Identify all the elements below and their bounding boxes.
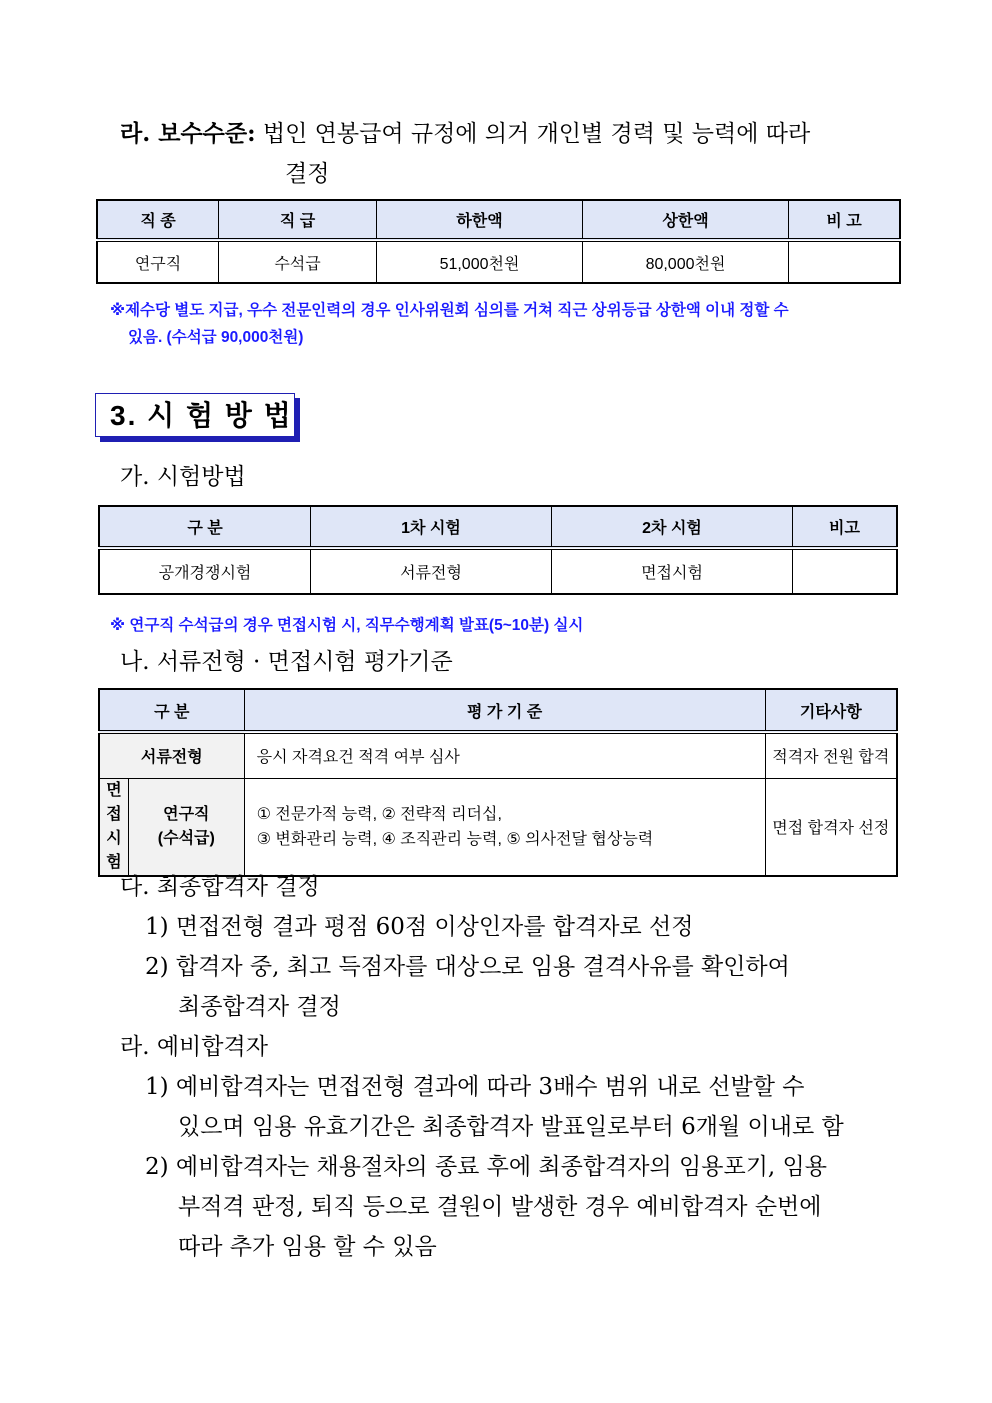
section-title: 3. 시 험 방 법 [110,400,293,431]
subsection-c-title: 다. 최종합격자 결정 [120,874,320,900]
criteria-line2: ③ 변화관리 능력, ④ 조직관리 능력, ⑤ 의사전달 협상능력 [256,830,654,848]
cell-job-grade: 수석급 [219,240,377,283]
col-first-exam: 1차 시험 [311,506,552,548]
subsection-a-title: 가. 시험방법 [120,464,246,490]
interview-label-line1: 면접 [106,781,122,823]
final-item-1: 1) 면접전형 결과 평점 60점 이상인자를 합격자로 선정 [145,914,694,940]
cell-criteria: 응시 자격요건 적격 여부 심사 [244,732,765,778]
evaluation-criteria-table [98,688,898,877]
salary-note-line1: ※제수당 별도 지급, 우수 전문인력의 경우 인사위원회 심의를 거쳐 직근 상위등급 상한액 이내 정할 수 [110,302,789,319]
cell-category: 공개경쟁시험 [99,548,311,594]
reserve-item-2: 2) 예비합격자는 채용절차의 종료 후에 최종합격자의 임용포기, 임용 [145,1154,827,1180]
reserve-item-1-cont: 있으며 임용 유효기간은 최종합격자 발표일로부터 6개월 이내로 함 [178,1114,844,1140]
cell-remarks [789,240,901,283]
cell-min-salary: 51,000천원 [377,240,583,283]
col-category: 구 분 [99,506,311,548]
table-row [99,548,897,594]
col-category: 구 분 [99,689,244,732]
col-remarks: 비 고 [789,200,901,240]
cell-interview-label [99,778,129,876]
cell-other: 면접 합격자 선정 [765,778,897,876]
col-min-salary: 하한액 [377,200,583,240]
col-job-type: 직 종 [97,200,219,240]
cell-remarks [793,548,898,594]
cell-other: 적격자 전원 합격 [765,732,897,778]
cell-research-senior [129,778,245,876]
col-other: 기타사항 [765,689,897,732]
salary-heading-label: 라. 보수수준: [120,120,256,147]
exam-method-table [98,505,898,595]
salary-heading-continued: 결정 [285,161,330,187]
cell-criteria [244,778,765,876]
table-row [97,240,900,283]
criteria-line1: ① 전문가적 능력, ② 전략적 리더십, [256,805,502,823]
reserve-item-2-cont1: 부적격 판정, 퇴직 등으로 결원이 발생한 경우 예비합격자 순번에 [178,1194,822,1220]
cell-job-type: 연구직 [97,240,219,283]
section-title-box [95,393,295,437]
col-second-exam: 2차 시험 [552,506,793,548]
subsection-d-title: 라. 예비합격자 [120,1034,268,1060]
research-label-line2: (수석급) [157,829,215,847]
final-item-2-cont: 최종합격자 결정 [178,994,341,1020]
salary-heading [120,115,810,148]
table-row [99,732,897,778]
table-row [99,778,897,876]
cell-document-screening: 서류전형 [99,732,244,778]
col-remarks: 비고 [793,506,898,548]
col-max-salary: 상한액 [583,200,789,240]
cell-first-exam: 서류전형 [311,548,552,594]
col-job-grade: 직 급 [219,200,377,240]
col-criteria: 평 가 기 준 [244,689,765,732]
salary-note-line2: 있음. (수석급 90,000천원) [128,329,304,346]
exam-method-note: ※ 연구직 수석급의 경우 면접시험 시, 직무수행계획 발표(5~10분) 실시 [110,617,584,634]
cell-max-salary: 80,000천원 [583,240,789,283]
interview-label-line2: 시험 [106,829,122,871]
cell-second-exam: 면접시험 [552,548,793,594]
final-item-2: 2) 합격자 중, 최고 득점자를 대상으로 임용 결격사유를 확인하여 [145,954,790,980]
salary-heading-text: 법인 연봉급여 규정에 의거 개인별 경력 및 능력에 따라 [262,121,811,147]
research-label-line1: 연구직 [163,805,210,823]
subsection-b-title: 나. 서류전형 · 면접시험 평가기준 [120,649,453,675]
salary-table [96,199,901,284]
reserve-item-1: 1) 예비합격자는 면접전형 결과에 따라 3배수 범위 내로 선발할 수 [145,1074,805,1100]
reserve-item-2-cont2: 따라 추가 임용 할 수 있음 [178,1234,437,1260]
